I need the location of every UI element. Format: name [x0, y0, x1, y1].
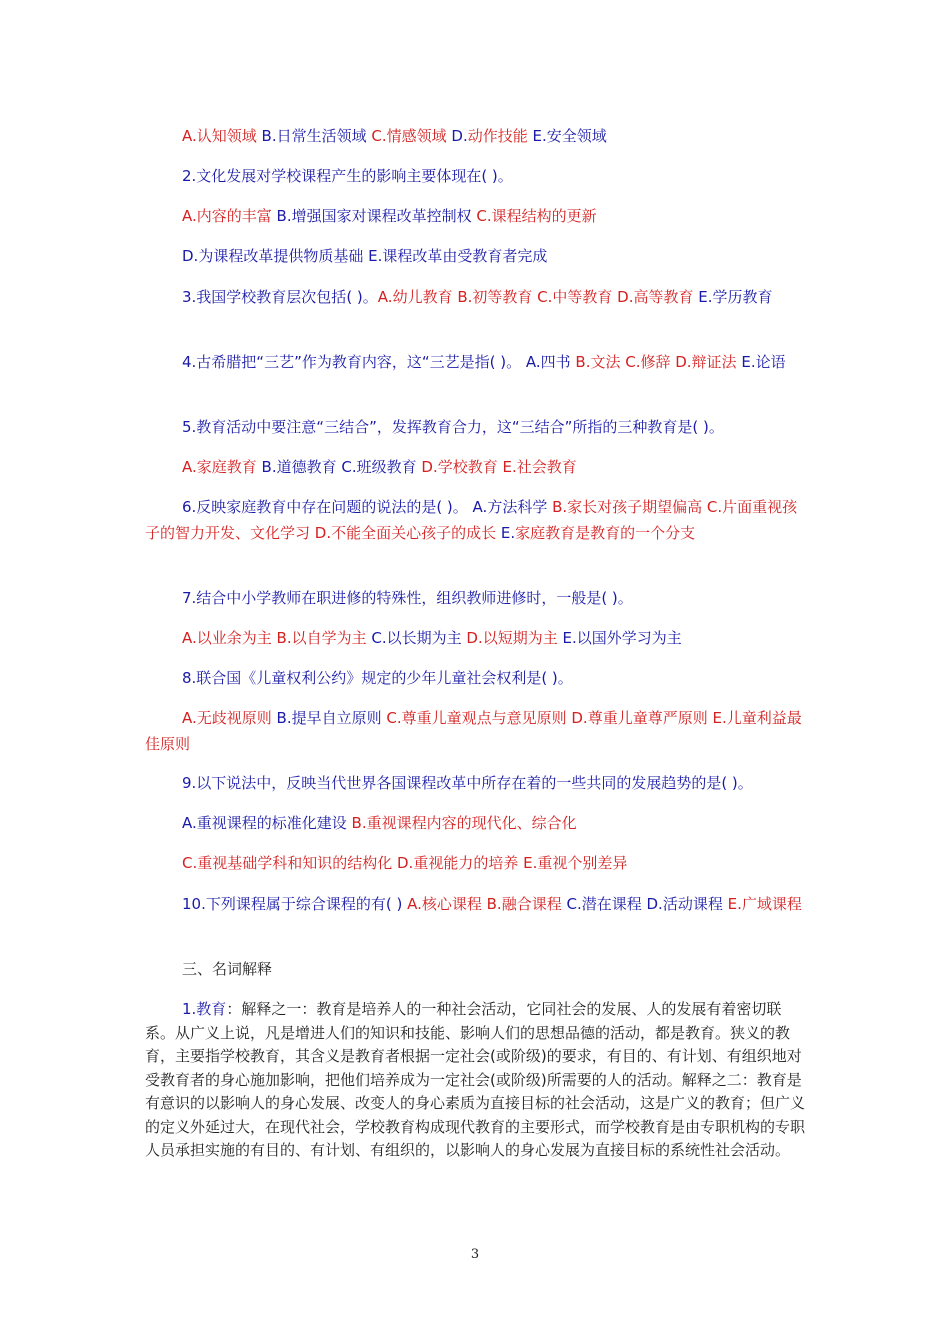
page-number: 3 — [470, 1247, 480, 1262]
answer-options-1 — [145, 123, 810, 149]
text-run: ：解释之一：教育是培养人的一种社会活动，它同社会的发展、人的发展有着密切联系。从广义上说，凡是增进人们的知识和技能、影响人们的思想品德的活动，都是教育。狭义的教育，主要指学校教育，其含义是教育者根据一定社会(或阶级)的要求，有目的、有计划、有组织地对受教育者的身心施加影响，把他们培养成为一定社会(或阶级)所需要的人的活动。解释之二：教育是有意识的以影响人的身心发展、改变人的身心素质为直接目标的社会活动，这是广义的教育；但广义的定义外延过大，在现代社会，学校教育构成现代教育的主要形式，而学校教育是由专职机构的专职人员承担实施的有目的、有计划、有组织的，以影响人的身心发展为直接目标的系统性社会活动。 — [145, 1000, 806, 1159]
text-run: 8.联合国《儿童权利公约》规定的少年儿童社会权利是( )。 — [182, 669, 573, 687]
text-run: B.文法 C.修辞 D.辩证法 — [575, 353, 742, 371]
text-run: A.幼儿教育 B.初等教育 C.中等教育 D.高等教育 — [377, 288, 699, 306]
answer-options-8 — [145, 705, 810, 757]
text-run: A.核心课程 B.融合课程 — [407, 895, 567, 913]
text-run: D.以短期为主 — [466, 629, 563, 647]
text-run: C.情感领域 — [371, 127, 452, 145]
text-run: 1.教育 — [182, 1000, 227, 1018]
text-run: E. — [500, 524, 516, 542]
question-9 — [145, 770, 810, 796]
text-run: A.重视课程的标准化建设 — [182, 814, 352, 832]
text-run: A.以业余为主 B.以自学为主 — [182, 629, 372, 647]
text-run: E.学历教育 — [698, 288, 773, 306]
answer-options-7 — [145, 625, 810, 651]
text-run: 5.教育活动中要注意“三结合”，发挥教育合力，这“三结合”所指的三种教育是( )。 — [182, 418, 724, 436]
text-run: 6.反映家庭教育中存在问题的说法的是( )。 A.方法科学 — [182, 498, 553, 516]
question-7 — [145, 585, 810, 611]
text-run: 10.下列课程属于综合课程的有( ) — [182, 895, 408, 913]
question-5 — [145, 414, 810, 440]
text-run: 9.以下说法中，反映当代世界各国课程改革中所存在着的一些共同的发展趋势的是( )。 — [182, 774, 753, 792]
text-run: B.道德教育 C.班级教育 — [261, 458, 422, 476]
text-run: A.认知领域 — [182, 127, 262, 145]
text-run: B.日常生活领域 — [261, 127, 372, 145]
question-2 — [145, 163, 810, 189]
text-run: E.广域课程 — [727, 895, 802, 913]
text-run: C.潜在课程 D.活动课程 — [566, 895, 728, 913]
text-run: C.以长期为主 — [371, 629, 467, 647]
text-run: 2.文化发展对学校课程产生的影响主要体现在( )。 — [182, 167, 513, 185]
answer-options-2b — [145, 243, 810, 269]
text-run: E.安全领域 — [532, 127, 607, 145]
text-run: E.论语 — [741, 353, 786, 371]
text-run: D. — [451, 127, 468, 145]
text-run: 4.古希腊把“三艺”作为教育内容，这“三艺是指( )。 A.四书 — [182, 353, 576, 371]
question-10 — [145, 891, 810, 917]
text-run: C.重视基础学科和知识的结构化 D.重视能力的培养 E.重视个别差异 — [182, 854, 628, 872]
section-heading — [145, 956, 810, 982]
text-run: E.以国外学习为主 — [562, 629, 682, 647]
text-run: B.增强国家对课程改革控制权 — [276, 207, 477, 225]
question-6 — [145, 494, 810, 546]
text-run: B.提早自立原则 — [276, 709, 387, 727]
text-run: B.重视课程内容的现代化、综合化 — [351, 814, 577, 832]
text-run: 家庭教育是教育的一个分支 — [515, 524, 696, 542]
text-run: A.无歧视原则 — [182, 709, 277, 727]
text-run: 三、名词解释 — [182, 960, 273, 978]
question-3 — [145, 284, 810, 310]
definition-education — [145, 998, 810, 1163]
text-run: D.为课程改革提供物质基础 E.课程改革由受教育者完成 — [182, 247, 548, 265]
text-run: 3.我国学校教育层次包括( )。 — [182, 288, 378, 306]
text-run: 7.结合中小学教师在职进修的特殊性，组织教师进修时，一般是( )。 — [182, 589, 633, 607]
text-run: C.尊重儿童观点与意见原则 D.尊重儿童尊严原则 E.儿童利益最佳原则 — [145, 709, 802, 753]
question-8 — [145, 665, 810, 691]
text-run: B.家长对孩子期望偏高 C.片面重视孩子的智力开发、文化学习 D.不能全面关心孩子的成长 — [145, 498, 798, 542]
text-run: D.学校教育 E.社会教育 — [421, 458, 577, 476]
question-4 — [145, 349, 810, 375]
text-run: 动作技能 — [467, 127, 533, 145]
answer-options-9b — [145, 850, 810, 876]
text-run: A.内容的丰富 — [182, 207, 277, 225]
answer-options-2a — [145, 203, 810, 229]
answer-options-5 — [145, 454, 810, 480]
answer-options-9a — [145, 810, 810, 836]
text-run: A.家庭教育 — [182, 458, 262, 476]
text-run: C.课程结构的更新 — [476, 207, 597, 225]
